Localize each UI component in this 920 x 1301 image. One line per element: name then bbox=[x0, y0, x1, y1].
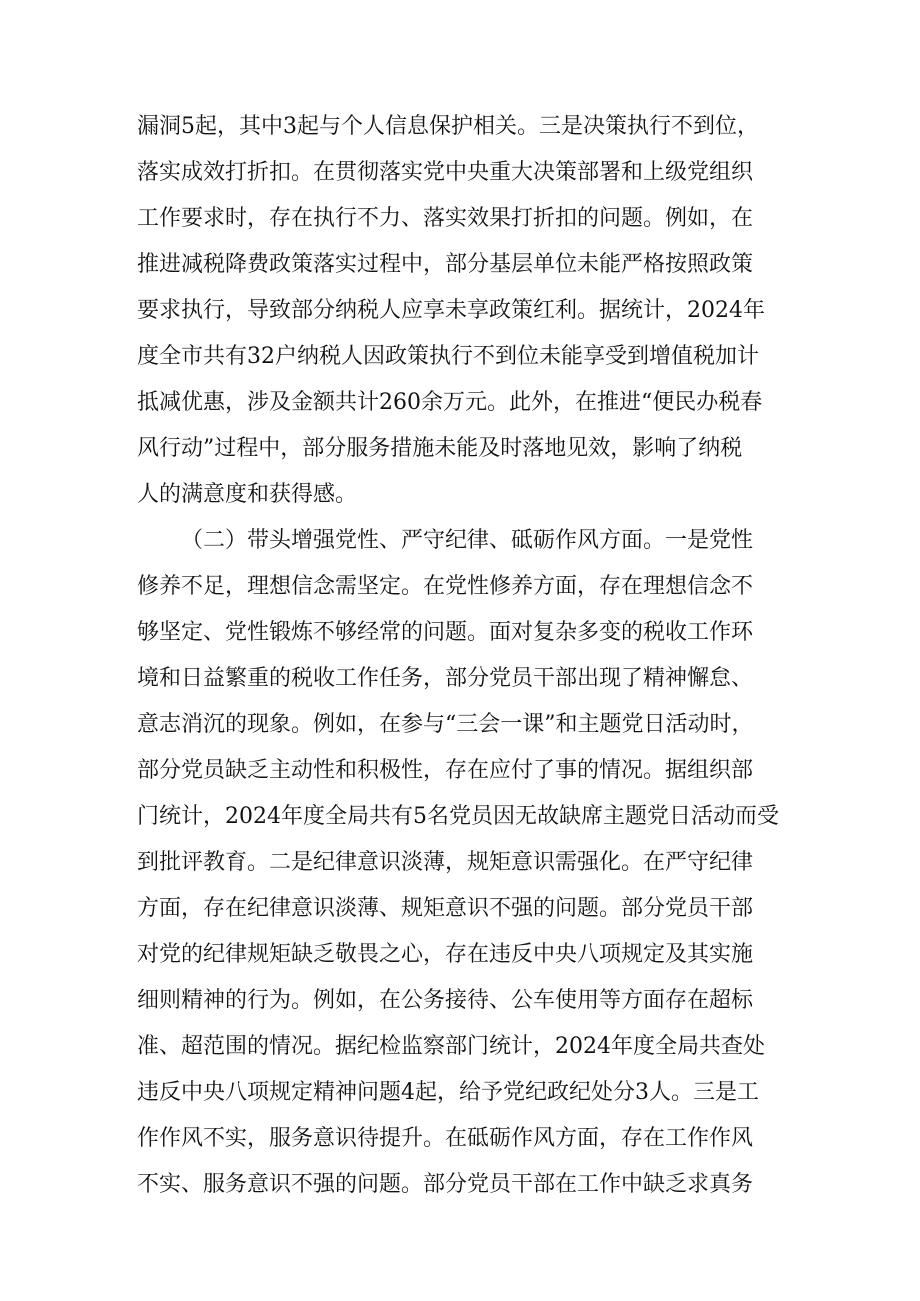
text-line: 推进减税降费政策落实过程中，部分基层单位未能严格按照政策 bbox=[137, 252, 754, 277]
text-line: 作作风不实，服务意识待提升。在砥砺作风方面，存在工作作风 bbox=[137, 1126, 754, 1151]
text-line: 修养不足，理想信念需坚定。在党性修养方面，存在理想信念不 bbox=[137, 574, 754, 599]
text-line: 要求执行，导致部分纳税人应享未享政策红利。据统计，2024年 bbox=[137, 298, 765, 323]
text-line: 意志消沉的现象。例如，在参与“三会一课”和主题党日活动时， bbox=[137, 712, 754, 737]
text-line: 落实成效打折扣。在贯彻落实党中央重大决策部署和上级党组织 bbox=[137, 160, 754, 185]
text-line: 够坚定、党性锻炼不够经常的问题。面对复杂多变的税收工作环 bbox=[137, 620, 754, 645]
text-line: 境和日益繁重的税收工作任务，部分党员干部出现了精神懈怠、 bbox=[137, 666, 754, 691]
text-line: 准、超范围的情况。据纪检监察部门统计，2024年度全局共查处 bbox=[137, 1034, 765, 1059]
text-line: 对党的纪律规矩缺乏敬畏之心，存在违反中央八项规定及其实施 bbox=[137, 942, 754, 967]
text-line: 部分党员缺乏主动性和积极性，存在应付了事的情况。据组织部 bbox=[137, 758, 754, 783]
text-line: 方面，存在纪律意识淡薄、规矩意识不强的问题。部分党员干部 bbox=[137, 896, 754, 921]
text-line: 漏洞5起，其中3起与个人信息保护相关。三是决策执行不到位， bbox=[137, 114, 759, 139]
section-heading-line: （二）带头增强党性、严守纪律、砥砺作风方面。一是党性 bbox=[181, 528, 754, 553]
text-line: 度全市共有32户纳税人因政策执行不到位未能享受到增值税加计 bbox=[137, 344, 759, 369]
text-line: 风行动”过程中，部分服务措施未能及时落地见效，影响了纳税 bbox=[137, 436, 743, 461]
text-line: 工作要求时，存在执行不力、落实效果打折扣的问题。例如，在 bbox=[137, 206, 754, 231]
text-line: 抵减优惠，涉及金额共计260余万元。此外，在推进“便民办税春 bbox=[137, 390, 763, 415]
text-line: 门统计，2024年度全局共有5名党员因无故缺席主题党日活动而受 bbox=[137, 804, 779, 829]
text-line: 违反中央八项规定精神问题4起，给予党纪政纪处分3人。三是工 bbox=[137, 1080, 759, 1105]
text-line: 到批评教育。二是纪律意识淡薄，规矩意识需强化。在严守纪律 bbox=[137, 850, 754, 875]
text-line: 不实、服务意识不强的问题。部分党员干部在工作中缺乏求真务 bbox=[137, 1172, 754, 1197]
text-line: 细则精神的行为。例如，在公务接待、公车使用等方面存在超标 bbox=[137, 988, 754, 1013]
text-line: 人的满意度和获得感。 bbox=[137, 482, 358, 507]
